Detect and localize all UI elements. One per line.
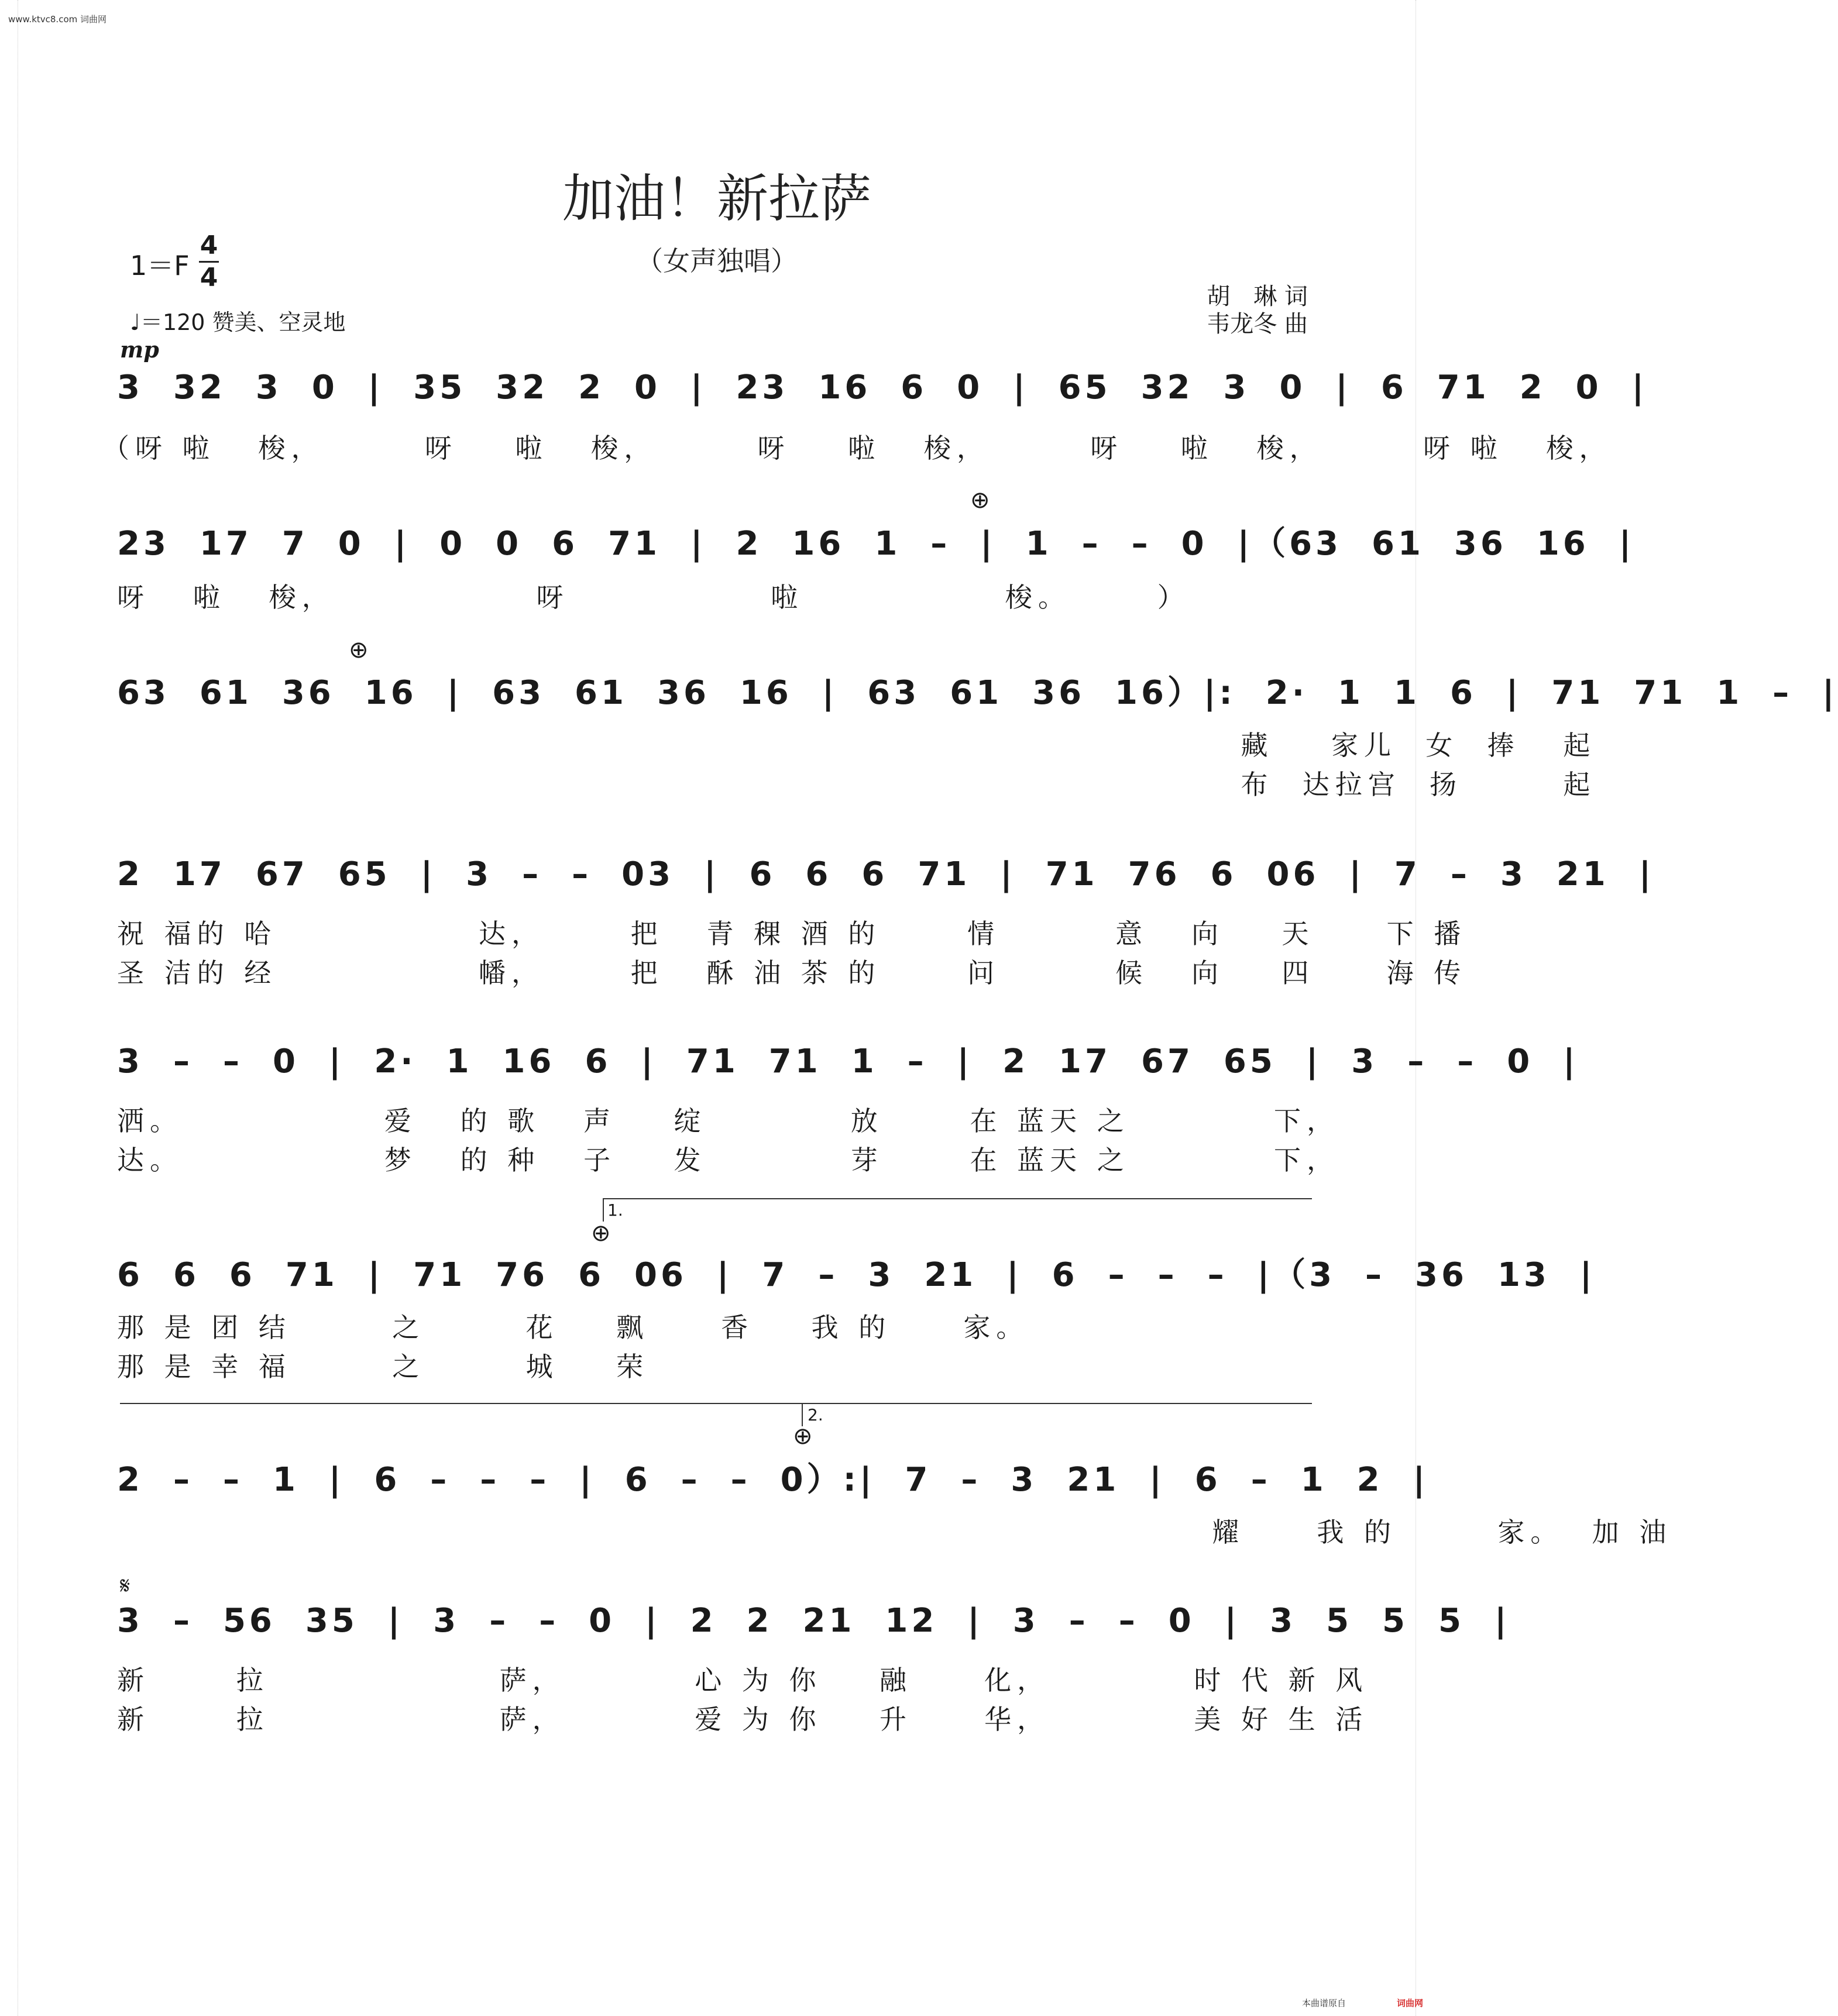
system-8-lyrics-1: 新 拉 萨， 心 为 你 融 化， 时 代 新 风	[117, 1664, 1369, 1696]
time-signature-bottom: 4	[200, 263, 218, 293]
system-8-lyrics-2: 新 拉 萨， 爱 为 你 升 华， 美 好 生 活	[117, 1704, 1369, 1735]
system-4-notes: 2 17 67 65 | 3 – – 03 | 6 6 6 71 | 71 76 6 06 | 7 – 3 21 |	[117, 855, 1655, 893]
coda-icon: ⊕	[591, 1220, 611, 1247]
system-2-lyrics-1: 呀 啦 梭， 呀 啦 梭。 ）	[117, 582, 1190, 613]
tempo-text: ＝120 赞美、空灵地	[140, 309, 346, 335]
system-6-lyrics-1: 那 是 团 结 之 花 飘 香 我 的 家。	[117, 1312, 1029, 1343]
system-4-lyrics-2: 圣 洁的 经 幡， 把 酥 油 茶 的 问 候 向 四 海 传	[117, 957, 1467, 989]
system-1-lyrics-1: （呀 啦 梭， 呀 啦 梭， 呀 啦 梭， 呀 啦 梭， 呀 啦 梭，	[102, 432, 1612, 464]
volta-1-hook	[603, 1198, 604, 1222]
volta-2-label: 2.	[808, 1405, 823, 1425]
tempo-marking	[130, 304, 346, 336]
time-signature	[199, 231, 219, 293]
system-7-lyrics-1: 耀 我 的 家。 加 油	[117, 1516, 1672, 1548]
volta-1-label: 1.	[607, 1200, 623, 1220]
system-3-notes: 63 61 36 16 | 63 61 36 16 | 63 61 36 16）|: 2· 1 1 6 | 71 71 1 – |	[117, 674, 1838, 712]
system-5-lyrics-1: 洒。 爱 的 歌 声 绽 放 在 蓝天 之 下，	[117, 1105, 1339, 1137]
quarter-note-icon: ♩	[130, 309, 140, 335]
system-3-lyrics-1: 藏 家儿 女 捧 起	[117, 730, 1596, 761]
footer-source-note: 本曲谱原自	[1301, 1998, 1346, 2008]
volta-2-bracket	[120, 1403, 1312, 1404]
system-2-notes: 23 17 7 0 | 0 0 6 71 | 2 16 1 – | 1 – – 0 |（63 61 36 16 |	[117, 525, 1635, 563]
coda-icon: ⊕	[349, 637, 369, 663]
coda-icon: ⊕	[793, 1423, 813, 1450]
segno-icon: 𝄋	[120, 1573, 130, 1599]
key-signature: 1＝F	[130, 250, 190, 281]
system-6-lyrics-2: 那 是 幸 福 之 城 荣	[117, 1351, 650, 1382]
site-header: www.ktvc8.com 词曲网	[8, 14, 107, 25]
song-subtitle: （女声独唱）	[636, 245, 798, 277]
system-1-notes: 3 32 3 0 | 35 32 2 0 | 23 16 6 0 | 65 32 3 0 | 6 71 2 0 |	[117, 369, 1648, 407]
time-signature-top: 4	[200, 231, 218, 260]
footer-site-logo[interactable]: 词曲网	[1396, 1998, 1423, 2008]
composer-credit: 韦龙冬 曲	[1207, 311, 1308, 338]
system-8-notes: 3 – 56 35 | 3 – – 0 | 2 2 21 12 | 3 – – 0 | 3 5 5 5 |	[117, 1602, 1510, 1640]
left-margin-strip	[0, 0, 18, 2016]
lyricist-credit: 胡 琳 词	[1207, 283, 1308, 310]
song-title: 加油！新拉萨	[562, 168, 871, 229]
right-margin-strip	[1416, 0, 1434, 2016]
system-5-notes: 3 – – 0 | 2· 1 16 6 | 71 71 1 – | 2 17 67 65 | 3 – – 0 |	[117, 1043, 1579, 1081]
system-4-lyrics-1: 祝 福的 哈 达， 把 青 稞 酒 的 情 意 向 天 下 播	[117, 918, 1467, 949]
system-5-lyrics-2: 达。 梦 的 种 子 发 芽 在 蓝天 之 下，	[117, 1144, 1339, 1176]
volta-1-bracket	[603, 1198, 1312, 1199]
system-3-lyrics-2: 布 达拉宫 扬 起	[117, 769, 1596, 800]
system-7-notes: 2 – – 1 | 6 – – – | 6 – – 0）:| 7 – 3 21 | 6 – 1 2 |	[117, 1461, 1429, 1499]
coda-icon: ⊕	[970, 487, 990, 514]
system-6-notes: 6 6 6 71 | 71 76 6 06 | 7 – 3 21 | 6 – – – |（3 – 36 13 |	[117, 1256, 1596, 1294]
dynamic-marking: mp	[120, 336, 159, 363]
